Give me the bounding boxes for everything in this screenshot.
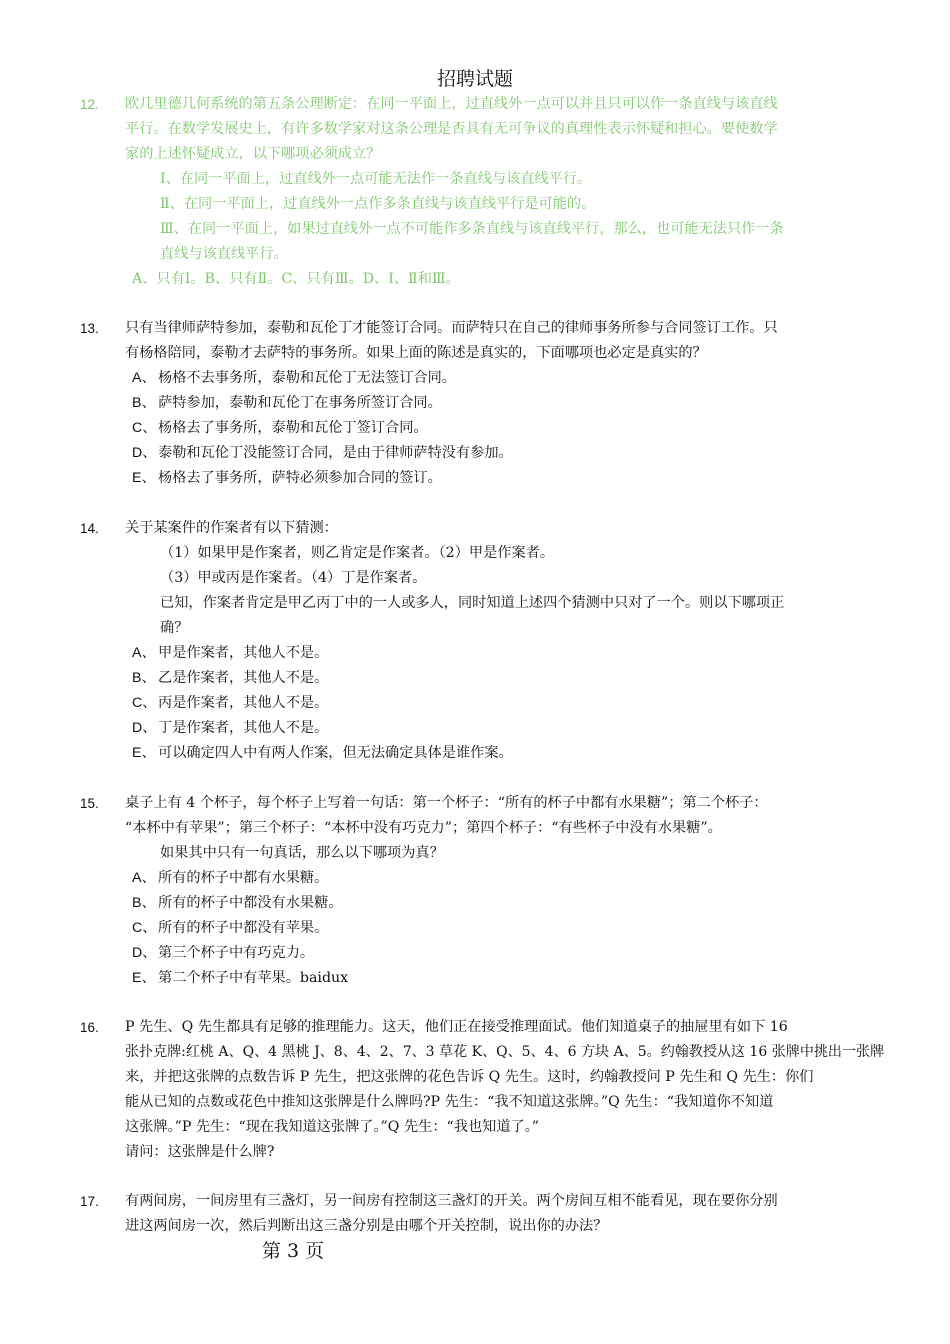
question-number: 12. (80, 97, 99, 112)
option-a: A、 杨格不去事务所，泰勒和瓦伦丁无法签订合同。 (132, 370, 456, 386)
question-text-line: 有两间房，一间房里有三盏灯，另一间房有控制这三盏灯的开关。两个房间互相不能看见，现在要你分别 (125, 1193, 778, 1209)
question-text-line: 有杨格陪同，泰勒才去萨特的事务所。如果上面的陈述是真实的，下面哪项也必定是真实的？ (125, 345, 707, 361)
option-a: A、 甲是作案者，其他人不是。 (132, 645, 329, 661)
question-text-line: 已知，作案者肯定是甲乙丙丁中的一人或多人，同时知道上述四个猜测中只对了一个。则以下哪项正 (160, 595, 785, 611)
statement-line: Ⅲ、在同一平面上，如果过直线外一点不可能作多条直线与该直线平行，那么，也可能无法只作一条 (160, 221, 784, 237)
option-c: C、 丙是作案者，其他人不是。 (132, 695, 329, 711)
question-text-line: 这张牌。”P 先生：“现在我知道这张牌了。”Q 先生：“我也知道了。” (125, 1119, 540, 1135)
option-b: B、 萨特参加，泰勒和瓦伦丁在事务所签订合同。 (132, 395, 442, 411)
question-text-line: 如果其中只有一句真话，那么以下哪项为真？ (160, 845, 444, 861)
option-e: E、 杨格去了事务所，萨特必须参加合同的签订。 (132, 470, 442, 486)
answer-choices: A、只有Ⅰ。B、只有Ⅱ。C、只有Ⅲ。D、Ⅰ、Ⅱ和Ⅲ。 (132, 271, 460, 287)
question-number: 14. (80, 521, 99, 536)
question-text-line: 平行。在数学发展史上，有许多数学家对这条公理是否具有无可争议的真理性表示怀疑和担心。要使数学 (125, 121, 778, 137)
option-b: B、 乙是作案者，其他人不是。 (132, 670, 329, 686)
question-text-line: 桌子上有 4 个杯子，每个杯子上写着一句话：第一个杯子：“所有的杯子中都有水果糖”；第二个杯子： (125, 795, 768, 811)
question-number: 16. (80, 1020, 99, 1035)
guess-line: （1）如果甲是作案者，则乙肯定是作案者。（2）甲是作案者。 (160, 545, 555, 561)
option-d: D、 第三个杯子中有巧克力。 (132, 945, 315, 961)
page-number: 第 3 页 (262, 1240, 325, 1262)
option-d: D、 丁是作案者，其他人不是。 (132, 720, 329, 736)
option-d: D、 泰勒和瓦伦丁没能签订合同，是由于律师萨特没有参加。 (132, 445, 513, 461)
option-b: B、 所有的杯子中都没有水果糖。 (132, 895, 343, 911)
page-title: 招聘试题 (436, 68, 513, 90)
question-text-line: 能从已知的点数或花色中推知这张牌是什么牌吗?P 先生：“我不知道这张牌。”Q 先生：“我知道你不知道 (125, 1094, 774, 1110)
option-a: A、 所有的杯子中都有水果糖。 (132, 870, 329, 886)
question-text-line: 张扑克牌:红桃 A、Q、4 黑桃 J、8、4、2、7、3 草花 K、Q、5、4、6 方块 A、5。约翰教授从这 16 张牌中挑出一张牌 (125, 1044, 885, 1060)
question-text-line: 家的上述怀疑成立，以下哪项必须成立？ (125, 146, 381, 162)
option-c: C、 杨格去了事务所，泰勒和瓦伦丁签订合同。 (132, 420, 428, 436)
question-text-line: P 先生、Q 先生都具有足够的推理能力。这天，他们正在接受推理面试。他们知道桌子的抽屉里有如下 16 (125, 1019, 788, 1035)
question-text-line: 来，并把这张牌的点数告诉 P 先生，把这张牌的花色告诉 Q 先生。这时，约翰教授问 P 先生和 Q 先生：你们 (125, 1069, 814, 1085)
option-e: E、 第二个杯子中有苹果。baidux (132, 970, 349, 986)
question-text-line: 欧几里德几何系统的第五条公理断定：在同一平面上，过直线外一点可以并且只可以作一条直线与该直线 (125, 96, 778, 112)
statement-line: Ⅱ、在同一平面上，过直线外一点作多条直线与该直线平行是可能的。 (160, 196, 596, 212)
statement-line: 直线与该直线平行。 (160, 246, 288, 262)
question-text-line: 只有当律师萨特参加，泰勒和瓦伦丁才能签订合同。而萨特只在自己的律师事务所参与合同签订工作。只 (125, 320, 778, 336)
question-text-line: 请问：这张牌是什么牌? (125, 1144, 275, 1160)
question-text-line: 关于某案件的作案者有以下猜测： (125, 520, 338, 536)
option-c: C、 所有的杯子中都没有苹果。 (132, 920, 329, 936)
option-e: E、 可以确定四人中有两人作案，但无法确定具体是谁作案。 (132, 745, 513, 761)
question-number: 13. (80, 321, 99, 336)
question-text-line: “本杯中有苹果”；第三个杯子：“本杯中没有巧克力”；第四个杯子：“有些杯子中没有水果糖”。 (125, 820, 722, 836)
question-text-line: 确？ (160, 620, 189, 636)
statement-line: Ⅰ、在同一平面上，过直线外一点可能无法作一条直线与该直线平行。 (160, 171, 592, 187)
question-number: 17. (80, 1194, 99, 1209)
guess-line: （3）甲或丙是作案者。（4）丁是作案者。 (160, 570, 427, 586)
question-number: 15. (80, 796, 99, 811)
question-text-line: 进这两间房一次，然后判断出这三盏分别是由哪个开关控制，说出你的办法？ (125, 1218, 608, 1234)
